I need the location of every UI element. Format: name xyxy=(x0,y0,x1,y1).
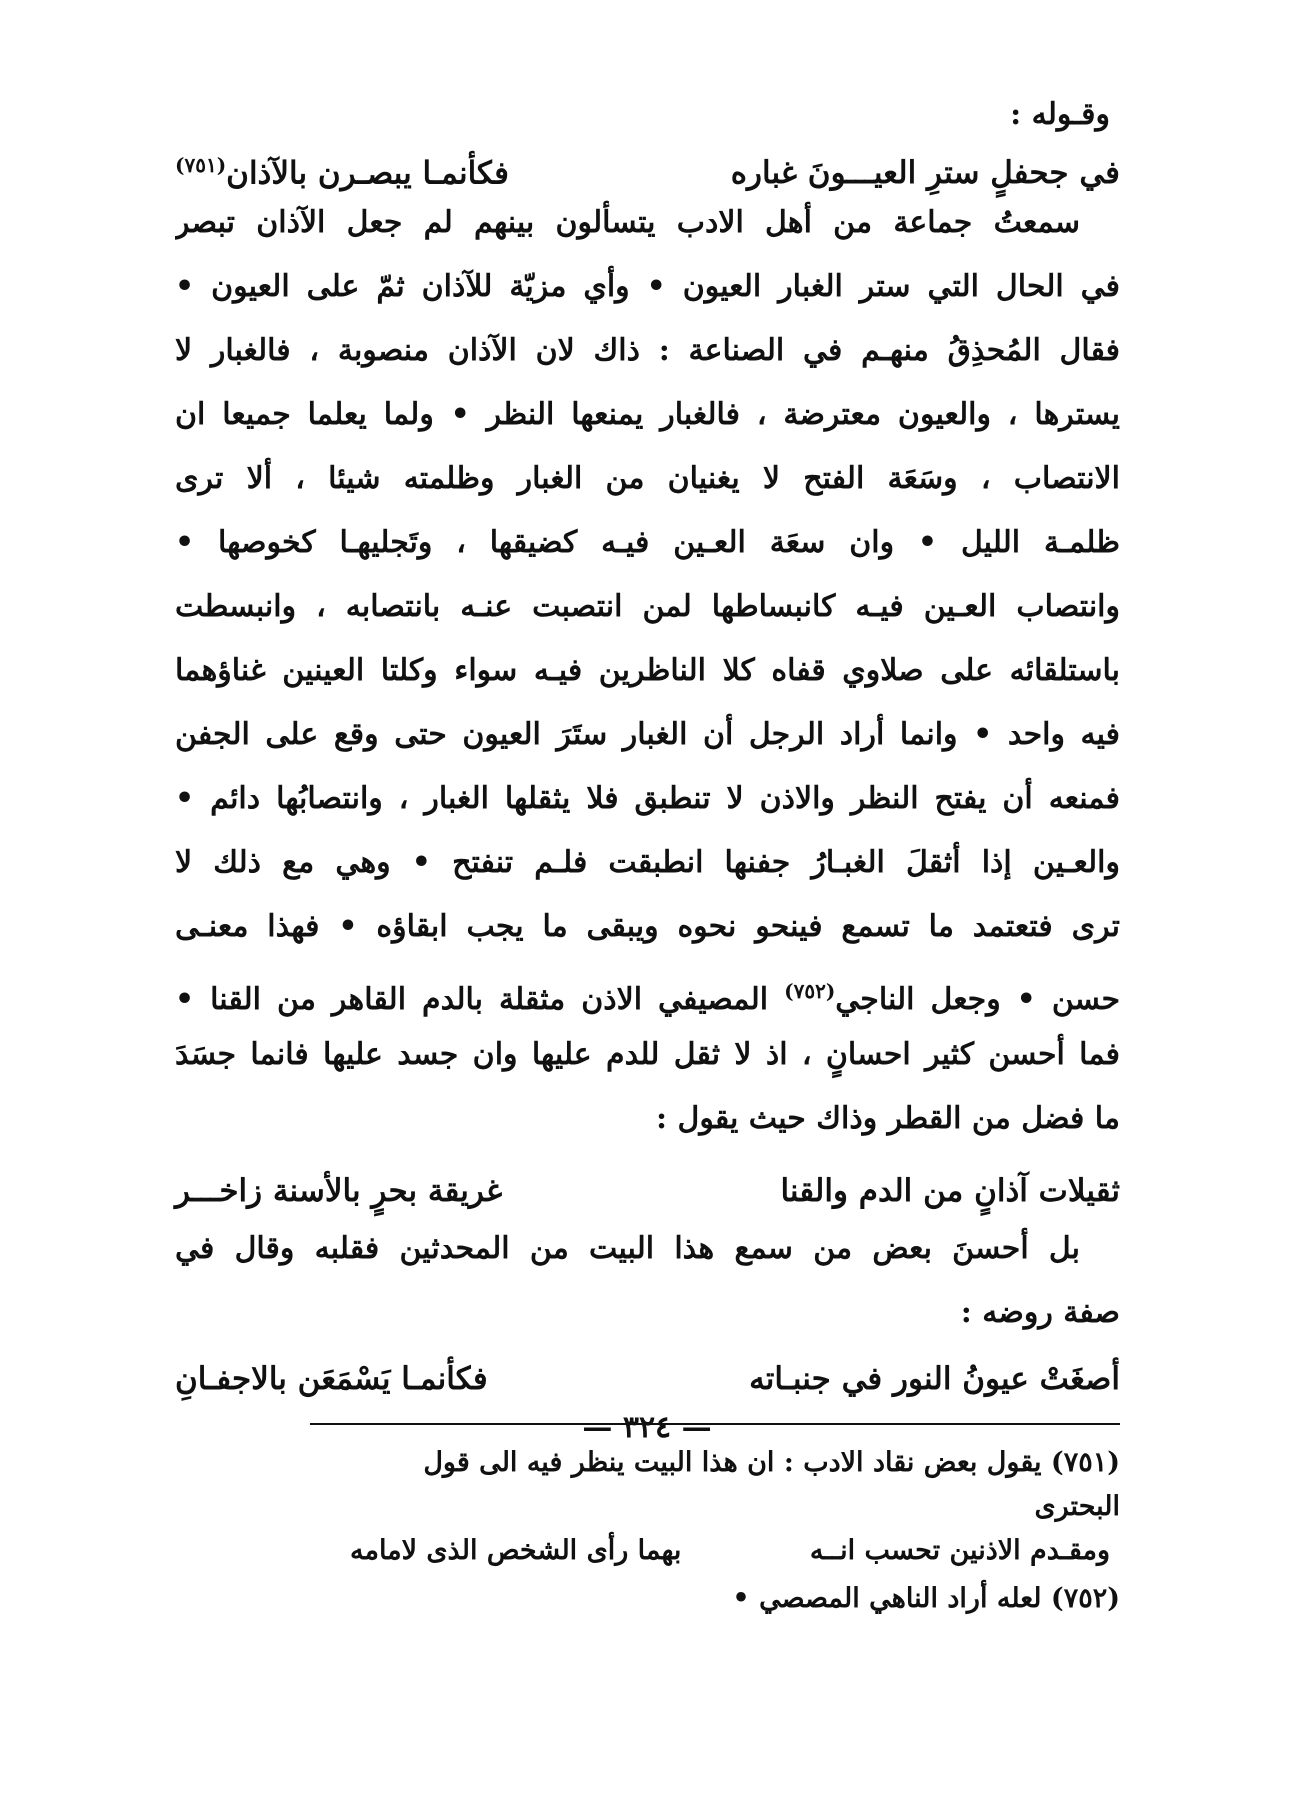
footnote-751-line-2: البحترى xyxy=(1034,1491,1120,1522)
verse-3 xyxy=(175,1357,1120,1413)
commentary-paragraph-2 xyxy=(175,1225,1120,1353)
verse-3-second-hemistich: فكأنمـا يَسْمَعَن بالاجفـانِ xyxy=(175,1361,488,1397)
verse-1-second-hemistich xyxy=(175,143,509,195)
footnote-751-line-1: (٧٥١) يقول بعض نقاد الادب : ان هذا البيت ينظر فيه الى قول xyxy=(423,1447,1120,1478)
verse-1-first-hemistich: في جحفلٍ سترِ العيـــونَ غباره xyxy=(730,155,1120,192)
prose-line: صفة روضه : xyxy=(960,1295,1120,1330)
document-page xyxy=(175,95,1120,1623)
verse-1-second-text: فكأنمـا يبصـرن بالآذان xyxy=(226,155,509,192)
prose-line: فمنعه أن يفتح النظر والاذن لا تنطبق فلا يثقلها الغبار ، وانتصابُها دائم • xyxy=(175,781,1120,816)
prose-line: بل أحسنَ بعض من سمع هذا البيت من المحدثين فقلبه وقال في xyxy=(175,1231,1080,1266)
prose-line: سمعتُ جماعة من أهل الادب يتسألون بينهم لم جعل الآذان تبصر xyxy=(175,205,1080,240)
footnote-ref-751: (٧٥١) xyxy=(175,153,227,177)
page-number: — ٣٢٤ — xyxy=(582,1410,712,1445)
footnote-verse-second-hemistich: بهما رأى الشخص الذى لامامه xyxy=(350,1535,682,1566)
verse-2 xyxy=(175,1169,1120,1225)
verse-2-first-hemistich: ثقيلات آذانٍ من الدم والقنا xyxy=(780,1173,1120,1209)
prose-line: ظلمـة الليل • وان سعَة العـين فيـه كضيقها ، وتَجليهـا كخوصها • xyxy=(175,525,1120,560)
prose-line: ترى فتعتمد ما تسمع فينحو نحوه ويبقى ما يجب ابقاؤه • فهذا معنـى xyxy=(175,909,1120,944)
prose-line: يسترها ، والعيون معترضة ، فالغبار يمنعها النظر • ولما يعلما جميعا ان xyxy=(175,397,1120,432)
commentary-paragraph-1 xyxy=(175,199,1120,1159)
verse-1 xyxy=(175,143,1120,199)
prose-segment: حسن • وجعل الناجي xyxy=(835,982,1120,1017)
footnote-751-quoted-verse xyxy=(350,1531,1110,1579)
prose-line-with-ref xyxy=(175,967,1120,1031)
section-heading: وقـوله : xyxy=(1010,97,1110,132)
footnotes xyxy=(175,1443,1120,1623)
footnote-752: (٧٥٢) لعله أراد الناهي المصصي • xyxy=(732,1583,1120,1614)
prose-line: والعـين إذا أثقلَ الغبـارُ جفنها انطبقت فلـم تنفتح • وهي مع ذلك لا xyxy=(175,845,1120,880)
prose-segment: المصيفي الاذن مثقلة بالدم القاهر من القنا • xyxy=(175,982,769,1017)
prose-line: في الحال التي ستر الغبار العيون • وأي مزيّة للآذان ثمّ على العيون • xyxy=(175,269,1120,304)
footnote-ref-752: (٧٥٢) xyxy=(784,979,836,1003)
verse-3-first-hemistich: أصغَتْ عيونُ النور في جنبـاته xyxy=(749,1361,1120,1397)
footnote-verse-first-hemistich: ومقـدم الاذنين تحسب انــه xyxy=(809,1535,1110,1566)
prose-line: وانتصاب العـين فيـه كانبساطها لمن انتصبت عنـه بانتصابه ، وانبسطت xyxy=(175,589,1120,624)
prose-line: باستلقائه على صلاوي قفاه كلا الناظرين فيـه سواء وكلتا العينين غناؤهما xyxy=(175,653,1120,688)
prose-line: الانتصاب ، وسَعَة الفتح لا يغنيان من الغبار وظلمته شيئا ، ألا ترى xyxy=(175,461,1120,496)
prose-line: فقال المُحذِقُ منهـم في الصناعة : ذاك لان الآذان منصوبة ، فالغبار لا xyxy=(175,333,1120,368)
prose-line: فما أحسن كثير احسانٍ ، اذ لا ثقل للدم عليها وان جسد عليها فانما جسَدَ xyxy=(175,1037,1120,1072)
prose-line: فيه واحد • وانما أراد الرجل أن الغبار ستَرَ العيون حتى وقع على الجفن xyxy=(175,717,1120,752)
verse-2-second-hemistich: غريقة بحرٍ بالأسنة زاخـــر xyxy=(175,1173,503,1209)
prose-line: ما فضل من القطر وذاك حيث يقول : xyxy=(656,1101,1120,1136)
